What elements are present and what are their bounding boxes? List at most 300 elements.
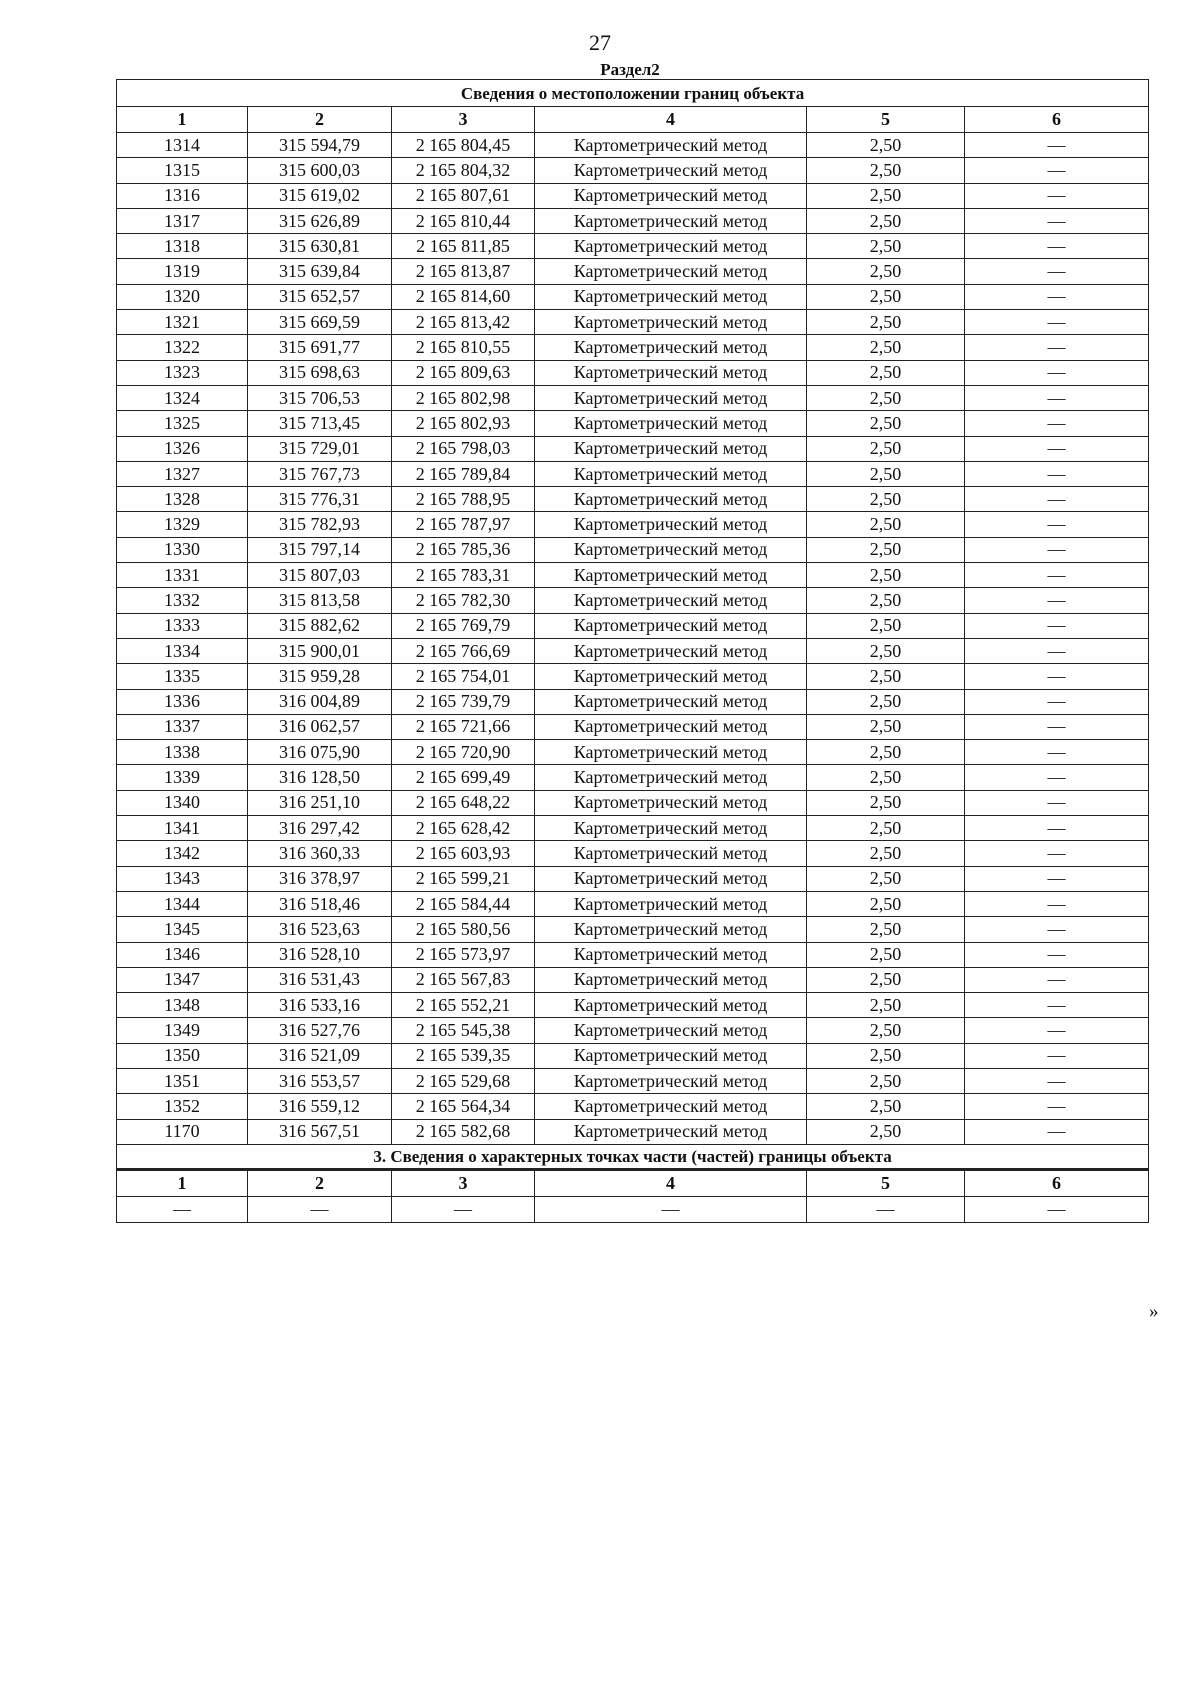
table-row — [117, 765, 1149, 790]
table-body — [117, 133, 1149, 1145]
table-cell: — — [965, 891, 1149, 916]
table-cell: 2,50 — [807, 588, 965, 613]
table-cell: 2,50 — [807, 740, 965, 765]
table-cell: — — [965, 563, 1149, 588]
table-cell: 1343 — [117, 866, 248, 891]
table-cell: Картометрический метод — [535, 689, 807, 714]
table-cell: 315 959,28 — [248, 664, 392, 689]
table-cell: Картометрический метод — [535, 158, 807, 183]
table-cell: — — [965, 158, 1149, 183]
table-cell: — — [965, 335, 1149, 360]
table-cell: — — [965, 790, 1149, 815]
table-cell: 315 594,79 — [248, 133, 392, 158]
table-cell: Картометрический метод — [535, 613, 807, 638]
column-number-cell: 3 — [392, 107, 535, 133]
column-number-cell: 4 — [535, 1169, 807, 1196]
table-cell: — — [392, 1196, 535, 1222]
table-cell: 2 165 814,60 — [392, 284, 535, 309]
table-cell: 1352 — [117, 1094, 248, 1119]
table-cell: 315 900,01 — [248, 638, 392, 663]
table-row — [117, 816, 1149, 841]
table-cell: 1315 — [117, 158, 248, 183]
boundary-table — [116, 79, 1149, 1223]
table-cell: 2,50 — [807, 613, 965, 638]
table-cell: 2,50 — [807, 133, 965, 158]
table-cell: 1327 — [117, 461, 248, 486]
table-row — [117, 841, 1149, 866]
table-cell: 315 652,57 — [248, 284, 392, 309]
table-row — [117, 158, 1149, 183]
table-cell: Картометрический метод — [535, 993, 807, 1018]
table-row — [117, 740, 1149, 765]
table-cell: — — [965, 1018, 1149, 1043]
table-cell: 1319 — [117, 259, 248, 284]
table-cell: 315 813,58 — [248, 588, 392, 613]
table-cell: Картометрический метод — [535, 411, 807, 436]
table-cell: 316 553,57 — [248, 1068, 392, 1093]
table-cell: — — [117, 1196, 248, 1222]
table-cell: 2 165 584,44 — [392, 891, 535, 916]
table-cell: 1324 — [117, 385, 248, 410]
table-cell: Картометрический метод — [535, 208, 807, 233]
column-number-cell: 5 — [807, 1169, 965, 1196]
table-cell: 2,50 — [807, 790, 965, 815]
table-cell: 2 165 754,01 — [392, 664, 535, 689]
table-caption: Сведения о местоположении границ объекта — [117, 80, 1149, 107]
table-cell: 2 165 567,83 — [392, 967, 535, 992]
table-cell: 2 165 739,79 — [392, 689, 535, 714]
table-row — [117, 790, 1149, 815]
table-cell: 316 528,10 — [248, 942, 392, 967]
table-cell: 2,50 — [807, 689, 965, 714]
table-cell: 315 706,53 — [248, 385, 392, 410]
table-cell: 316 062,57 — [248, 714, 392, 739]
table-row — [117, 689, 1149, 714]
table-cell: 1323 — [117, 360, 248, 385]
table-cell: 316 521,09 — [248, 1043, 392, 1068]
table-cell: 2 165 802,98 — [392, 385, 535, 410]
table-cell: 1330 — [117, 537, 248, 562]
table-cell: 2,50 — [807, 234, 965, 259]
table-row — [117, 487, 1149, 512]
table-cell: Картометрический метод — [535, 183, 807, 208]
table-cell: 1345 — [117, 917, 248, 942]
table-cell: 1339 — [117, 765, 248, 790]
table-row — [117, 638, 1149, 663]
subsection-title: 3. Сведения о характерных точках части (частей) границы объекта — [117, 1144, 1149, 1169]
column-number-cell: 1 — [117, 107, 248, 133]
table-cell: 2 165 628,42 — [392, 816, 535, 841]
table-cell: 315 713,45 — [248, 411, 392, 436]
table-cell: 2 165 813,42 — [392, 310, 535, 335]
table-cell: 315 669,59 — [248, 310, 392, 335]
table-cell: 2,50 — [807, 714, 965, 739]
table-cell: 1325 — [117, 411, 248, 436]
column-number-cell: 4 — [535, 107, 807, 133]
table-cell: 316 004,89 — [248, 689, 392, 714]
table-row — [117, 967, 1149, 992]
table-cell: — — [965, 208, 1149, 233]
table-cell: — — [965, 133, 1149, 158]
table-cell: 1344 — [117, 891, 248, 916]
table-cell: 2,50 — [807, 1043, 965, 1068]
table-cell: 2 165 721,66 — [392, 714, 535, 739]
table-cell: 316 533,16 — [248, 993, 392, 1018]
table-cell: Картометрический метод — [535, 133, 807, 158]
table-cell: 2 165 802,93 — [392, 411, 535, 436]
table-cell: Картометрический метод — [535, 284, 807, 309]
table-cell: 2,50 — [807, 512, 965, 537]
table-cell: 2 165 810,55 — [392, 335, 535, 360]
column-number-cell: 6 — [965, 107, 1149, 133]
column-number-cell: 1 — [117, 1169, 248, 1196]
table-cell: 2 165 582,68 — [392, 1119, 535, 1144]
table-cell: — — [965, 487, 1149, 512]
table-cell: 2 165 603,93 — [392, 841, 535, 866]
table-cell: — — [965, 183, 1149, 208]
closing-quote-mark: » — [1149, 1301, 1159, 1322]
table-cell: 316 518,46 — [248, 891, 392, 916]
table-cell: 2 165 782,30 — [392, 588, 535, 613]
table-cell: 2 165 573,97 — [392, 942, 535, 967]
table-cell: 316 297,42 — [248, 816, 392, 841]
table-cell: 316 128,50 — [248, 765, 392, 790]
table-cell: Картометрический метод — [535, 790, 807, 815]
table-cell: 2 165 766,69 — [392, 638, 535, 663]
table-cell: Картометрический метод — [535, 512, 807, 537]
table-cell: Картометрический метод — [535, 740, 807, 765]
table-cell: 2 165 804,45 — [392, 133, 535, 158]
table-row — [117, 310, 1149, 335]
table-row — [117, 411, 1149, 436]
table-cell: 2 165 699,49 — [392, 765, 535, 790]
table-cell: 1342 — [117, 841, 248, 866]
table-cell: 315 882,62 — [248, 613, 392, 638]
table-cell: Картометрический метод — [535, 1068, 807, 1093]
table-row — [117, 537, 1149, 562]
table-cell: Картометрический метод — [535, 563, 807, 588]
column-number-cell: 2 — [248, 107, 392, 133]
table-cell: 2 165 529,68 — [392, 1068, 535, 1093]
table-cell: Картометрический метод — [535, 917, 807, 942]
table-cell: — — [965, 436, 1149, 461]
table-cell: 1331 — [117, 563, 248, 588]
table-cell: Картометрический метод — [535, 942, 807, 967]
column-number-cell: 3 — [392, 1169, 535, 1196]
table-cell: 2,50 — [807, 1094, 965, 1119]
table-cell: 1351 — [117, 1068, 248, 1093]
table-row — [117, 917, 1149, 942]
table-cell: Картометрический метод — [535, 588, 807, 613]
table-cell: 1334 — [117, 638, 248, 663]
table-cell: 2,50 — [807, 1119, 965, 1144]
table-cell: 316 567,51 — [248, 1119, 392, 1144]
table-cell: 2 165 785,36 — [392, 537, 535, 562]
table-cell: 2 165 552,21 — [392, 993, 535, 1018]
table-cell: — — [965, 512, 1149, 537]
subsection-column-number-row — [117, 1169, 1149, 1196]
table-cell: — — [965, 740, 1149, 765]
table-cell: 2 165 810,44 — [392, 208, 535, 233]
table-cell: Картометрический метод — [535, 714, 807, 739]
table-cell: 1340 — [117, 790, 248, 815]
table-cell: Картометрический метод — [535, 1094, 807, 1119]
table-cell: — — [965, 461, 1149, 486]
table-cell: Картометрический метод — [535, 765, 807, 790]
table-row — [117, 613, 1149, 638]
table-cell: 1326 — [117, 436, 248, 461]
table-cell: 2 165 787,97 — [392, 512, 535, 537]
table-cell: 2,50 — [807, 259, 965, 284]
page-number: 27 — [589, 30, 611, 55]
table-cell: 315 600,03 — [248, 158, 392, 183]
table-cell: Картометрический метод — [535, 638, 807, 663]
table-row — [117, 714, 1149, 739]
table-cell: — — [965, 613, 1149, 638]
table-cell: Картометрический метод — [535, 360, 807, 385]
table-cell: 315 776,31 — [248, 487, 392, 512]
table-row — [117, 461, 1149, 486]
table-cell: 2,50 — [807, 664, 965, 689]
table-cell: Картометрический метод — [535, 436, 807, 461]
table-cell: 316 531,43 — [248, 967, 392, 992]
table-row — [117, 133, 1149, 158]
table-row — [117, 208, 1149, 233]
table-cell: 2,50 — [807, 942, 965, 967]
subsection-table-body — [117, 1196, 1149, 1222]
table-cell: 1314 — [117, 133, 248, 158]
table-cell: 1336 — [117, 689, 248, 714]
table-cell: Картометрический метод — [535, 310, 807, 335]
table-cell: — — [965, 993, 1149, 1018]
table-cell: — — [965, 411, 1149, 436]
table-cell: — — [965, 664, 1149, 689]
table-cell: 315 698,63 — [248, 360, 392, 385]
table-cell: 2,50 — [807, 183, 965, 208]
table-cell: 1316 — [117, 183, 248, 208]
table-cell: — — [965, 259, 1149, 284]
table-cell: Картометрический метод — [535, 259, 807, 284]
table-row — [117, 1196, 1149, 1222]
table-cell: 1320 — [117, 284, 248, 309]
table-cell: 316 527,76 — [248, 1018, 392, 1043]
table-cell: — — [965, 816, 1149, 841]
table-cell: — — [248, 1196, 392, 1222]
table-cell: 2 165 599,21 — [392, 866, 535, 891]
table-cell: 1332 — [117, 588, 248, 613]
table-row — [117, 360, 1149, 385]
table-cell: 2,50 — [807, 917, 965, 942]
table-cell: — — [965, 765, 1149, 790]
table-row — [117, 1119, 1149, 1144]
table-cell: 2,50 — [807, 993, 965, 1018]
table-cell: 2,50 — [807, 563, 965, 588]
table-cell: Картометрический метод — [535, 967, 807, 992]
table-cell: 2 165 804,32 — [392, 158, 535, 183]
table-cell: 1337 — [117, 714, 248, 739]
table-cell: 2,50 — [807, 537, 965, 562]
column-number-cell: 2 — [248, 1169, 392, 1196]
table-cell: — — [965, 385, 1149, 410]
table-cell: — — [965, 917, 1149, 942]
table-cell: Картометрический метод — [535, 816, 807, 841]
table-cell: — — [965, 1068, 1149, 1093]
table-cell: 2 165 720,90 — [392, 740, 535, 765]
table-cell: 1170 — [117, 1119, 248, 1144]
table-cell: 2 165 811,85 — [392, 234, 535, 259]
table-cell: 2,50 — [807, 967, 965, 992]
table-cell: — — [965, 1094, 1149, 1119]
table-cell: 315 807,03 — [248, 563, 392, 588]
table-cell: 1346 — [117, 942, 248, 967]
table-cell: 2 165 545,38 — [392, 1018, 535, 1043]
table-cell: 2,50 — [807, 385, 965, 410]
table-cell: — — [965, 234, 1149, 259]
table-cell: Картометрический метод — [535, 664, 807, 689]
table-cell: 2,50 — [807, 335, 965, 360]
table-cell: 2,50 — [807, 765, 965, 790]
table-cell: 316 559,12 — [248, 1094, 392, 1119]
table-cell: — — [965, 1196, 1149, 1222]
table-cell: 2 165 798,03 — [392, 436, 535, 461]
table-cell: 1317 — [117, 208, 248, 233]
table-cell: — — [965, 841, 1149, 866]
table-cell: 1322 — [117, 335, 248, 360]
table-cell: 2,50 — [807, 436, 965, 461]
table-row — [117, 436, 1149, 461]
table-cell: — — [535, 1196, 807, 1222]
table-cell: Картометрический метод — [535, 841, 807, 866]
table-cell: 2 165 809,63 — [392, 360, 535, 385]
table-cell: 316 523,63 — [248, 917, 392, 942]
table-cell: — — [965, 284, 1149, 309]
table-cell: 2,50 — [807, 360, 965, 385]
table-cell: — — [965, 942, 1149, 967]
table-cell: 1348 — [117, 993, 248, 1018]
table-row — [117, 183, 1149, 208]
table-row — [117, 1094, 1149, 1119]
table-cell: — — [965, 1119, 1149, 1144]
table-cell: Картометрический метод — [535, 866, 807, 891]
table-cell: 1318 — [117, 234, 248, 259]
table-cell: 1328 — [117, 487, 248, 512]
table-cell: 315 639,84 — [248, 259, 392, 284]
table-cell: 2 165 788,95 — [392, 487, 535, 512]
table-cell: 2,50 — [807, 284, 965, 309]
table-cell: 316 360,33 — [248, 841, 392, 866]
table-cell: 2,50 — [807, 891, 965, 916]
table-cell: 316 251,10 — [248, 790, 392, 815]
table-cell: 315 691,77 — [248, 335, 392, 360]
table-cell: Картометрический метод — [535, 891, 807, 916]
table-cell: — — [965, 866, 1149, 891]
table-row — [117, 1068, 1149, 1093]
column-number-cell: 5 — [807, 107, 965, 133]
table-cell: 316 378,97 — [248, 866, 392, 891]
table-cell: — — [965, 588, 1149, 613]
table-cell: 1333 — [117, 613, 248, 638]
table-row — [117, 866, 1149, 891]
table-cell: 315 767,73 — [248, 461, 392, 486]
section-title: Раздел2 — [600, 60, 660, 79]
table-cell: Картометрический метод — [535, 537, 807, 562]
table-row — [117, 993, 1149, 1018]
table-cell: Картометрический метод — [535, 1043, 807, 1068]
table-cell: 2 165 789,84 — [392, 461, 535, 486]
table-cell: Картометрический метод — [535, 1119, 807, 1144]
table-row — [117, 891, 1149, 916]
table-row — [117, 1043, 1149, 1068]
table-row — [117, 563, 1149, 588]
table-cell: 2,50 — [807, 866, 965, 891]
table-cell: 1321 — [117, 310, 248, 335]
table-cell: 2,50 — [807, 1068, 965, 1093]
table-cell: Картометрический метод — [535, 385, 807, 410]
table-cell: 2,50 — [807, 158, 965, 183]
table-cell: 2 165 648,22 — [392, 790, 535, 815]
table-cell: 2 165 564,34 — [392, 1094, 535, 1119]
table-cell: 2 165 783,31 — [392, 563, 535, 588]
table-cell: 2,50 — [807, 1018, 965, 1043]
table-cell: 2,50 — [807, 841, 965, 866]
table-cell: Картометрический метод — [535, 335, 807, 360]
table-row — [117, 385, 1149, 410]
table-cell: 2 165 813,87 — [392, 259, 535, 284]
table-cell: 2,50 — [807, 487, 965, 512]
table-cell: 2,50 — [807, 310, 965, 335]
table-cell: 1347 — [117, 967, 248, 992]
table-cell: — — [965, 689, 1149, 714]
table-cell: 2 165 807,61 — [392, 183, 535, 208]
table-cell: Картометрический метод — [535, 487, 807, 512]
table-cell: 1349 — [117, 1018, 248, 1043]
table-cell: 315 729,01 — [248, 436, 392, 461]
table-cell: — — [965, 360, 1149, 385]
table-cell: — — [965, 1043, 1149, 1068]
table-row — [117, 942, 1149, 967]
table-row — [117, 259, 1149, 284]
column-number-row — [117, 107, 1149, 133]
table-row — [117, 234, 1149, 259]
table-row — [117, 1018, 1149, 1043]
table-cell: — — [807, 1196, 965, 1222]
table-cell: — — [965, 537, 1149, 562]
table-cell: 2,50 — [807, 411, 965, 436]
table-cell: 1338 — [117, 740, 248, 765]
table-cell: — — [965, 714, 1149, 739]
table-row — [117, 664, 1149, 689]
table-cell: 2,50 — [807, 208, 965, 233]
table-cell: Картометрический метод — [535, 1018, 807, 1043]
table-row — [117, 512, 1149, 537]
table-cell: 1335 — [117, 664, 248, 689]
table-cell: 315 630,81 — [248, 234, 392, 259]
table-cell: 2 165 769,79 — [392, 613, 535, 638]
table-row — [117, 284, 1149, 309]
table-cell: Картометрический метод — [535, 234, 807, 259]
table-cell: 315 626,89 — [248, 208, 392, 233]
table-cell: 2,50 — [807, 638, 965, 663]
table-row — [117, 335, 1149, 360]
table-cell: 2,50 — [807, 816, 965, 841]
table-cell: 2,50 — [807, 461, 965, 486]
table-cell: — — [965, 638, 1149, 663]
table-cell: 2 165 580,56 — [392, 917, 535, 942]
table-cell: — — [965, 310, 1149, 335]
table-cell: — — [965, 967, 1149, 992]
table-row — [117, 588, 1149, 613]
table-cell: 315 797,14 — [248, 537, 392, 562]
